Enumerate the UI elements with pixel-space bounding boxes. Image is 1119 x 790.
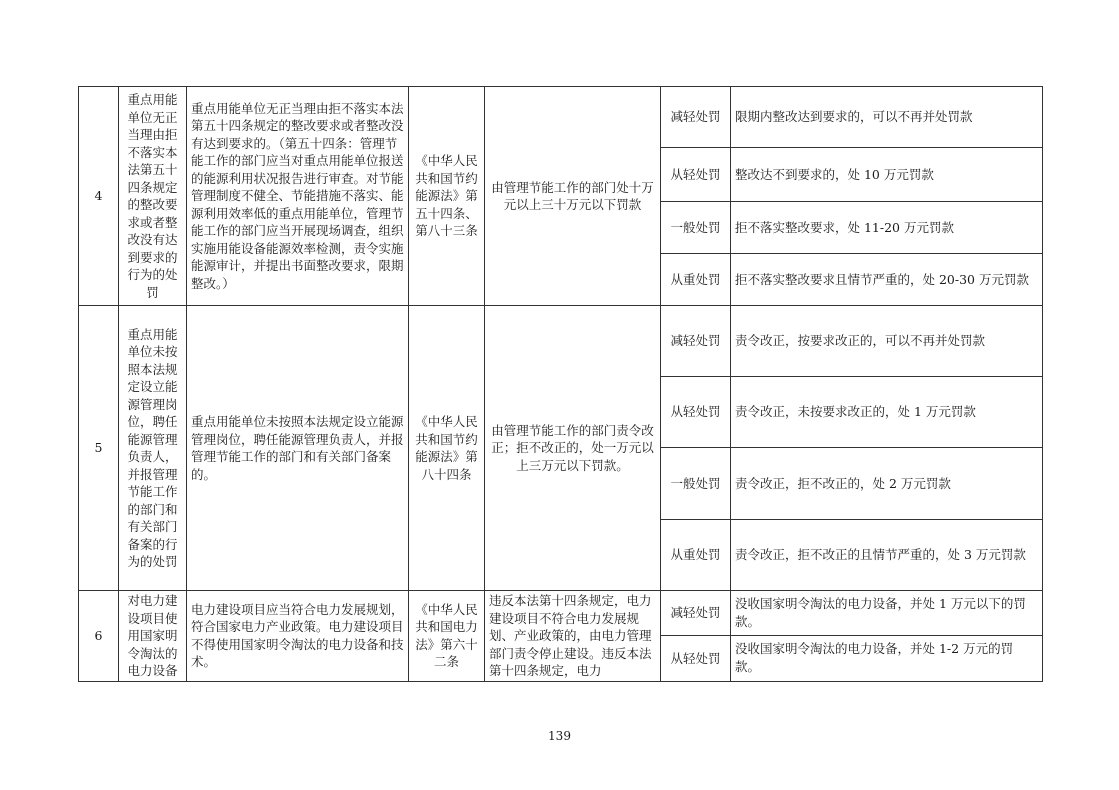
penalty-detail: 责令改正，拒不改正的且情节严重的，处 3 万元罚款 [731,520,1043,591]
penalty-standard: 由管理节能工作的部门责令改正；拒不改正的，处一万元以上三万元以下罚款。 [485,306,661,591]
row-number: 6 [79,591,119,682]
penalty-detail: 拒不落实整改要求，处 11-20 万元罚款 [731,202,1043,254]
penalty-level: 从轻处罚 [661,148,731,202]
penalty-detail: 责令改正，未按要求改正的，处 1 万元罚款 [731,377,1043,448]
violation-fact: 电力建设项目应当符合电力发展规划，符合国家电力产业政策。电力建设项目不得使用国家明令淘汰的电力设备和技术。 [187,591,409,682]
penalty-detail: 责令改正，拒不改正的，处 2 万元罚款 [731,448,1043,520]
page-number: 139 [548,729,571,743]
penalty-level: 减轻处罚 [661,87,731,148]
penalty-level: 从轻处罚 [661,636,731,681]
violation-name: 重点用能单位未按照本法规定设立能源管理岗位，聘任能源管理负责人，并报管理节能工作的部门和有关部门备案的行为的处罚 [119,306,187,591]
legal-basis: 《中华人民共和国节约能源法》第八十四条 [409,306,485,591]
row-number: 4 [79,87,119,306]
penalty-level: 减轻处罚 [661,306,731,377]
penalty-detail: 责令改正，按要求改正的，可以不再并处罚款 [731,306,1043,377]
penalty-detail: 没收国家明令淘汰的电力设备，并处 1 万元以下的罚款。 [731,591,1043,636]
penalty-level: 从重处罚 [661,254,731,306]
penalty-standard: 由管理节能工作的部门处十万元以上三十万元以下罚款 [485,87,661,306]
penalty-level: 一般处罚 [661,448,731,520]
legal-basis: 《中华人民共和国节约能源法》第五十四条、第八十三条 [409,87,485,306]
row-number: 5 [79,306,119,591]
violation-name: 重点用能单位无正当理由拒不落实本法第五十四条规定的整改要求或者整改没有达到要求的行为的处罚 [119,87,187,306]
penalty-detail: 整改达不到要求的，处 10 万元罚款 [731,148,1043,202]
table-row [79,306,1043,377]
legal-basis: 《中华人民共和国电力法》第六十二条 [409,591,485,682]
penalty-level: 从轻处罚 [661,377,731,448]
penalty-detail: 拒不落实整改要求且情节严重的，处 20-30 万元罚款 [731,254,1043,306]
violation-fact: 重点用能单位无正当理由拒不落实本法第五十四条规定的整改要求或者整改没有达到要求的。（第五十四条：管理节能工作的部门应当对重点用能单位报送的能源利用状况报告进行审查。对节能管理制度不健全、节能措施不落实、能源利用效率低的重点用能单位，管理节能工作的部门应当开展现场调查，组织实施用能设备能源效率检测，责令实施能源审计，并提出书面整改要求，限期整改。） [187,87,409,306]
penalty-level: 一般处罚 [661,202,731,254]
table-row [79,591,1043,636]
violation-fact: 重点用能单位未按照本法规定设立能源管理岗位，聘任能源管理负责人，并报管理节能工作的部门和有关部门备案的。 [187,306,409,591]
penalty-level: 从重处罚 [661,520,731,591]
penalty-detail: 没收国家明令淘汰的电力设备，并处 1-2 万元的罚款。 [731,636,1043,681]
violation-name: 对电力建设项目使用国家明令淘汰的电力设备 [119,591,187,682]
penalty-level: 减轻处罚 [661,591,731,636]
penalty-table [78,86,1043,682]
penalty-standard: 违反本法第十四条规定，电力建设项目不符合电力发展规划、产业政策的，由电力管理部门责令停止建设。违反本法第十四条规定，电力 [485,591,661,682]
table-row [79,87,1043,148]
penalty-detail: 限期内整改达到要求的，可以不再并处罚款 [731,87,1043,148]
